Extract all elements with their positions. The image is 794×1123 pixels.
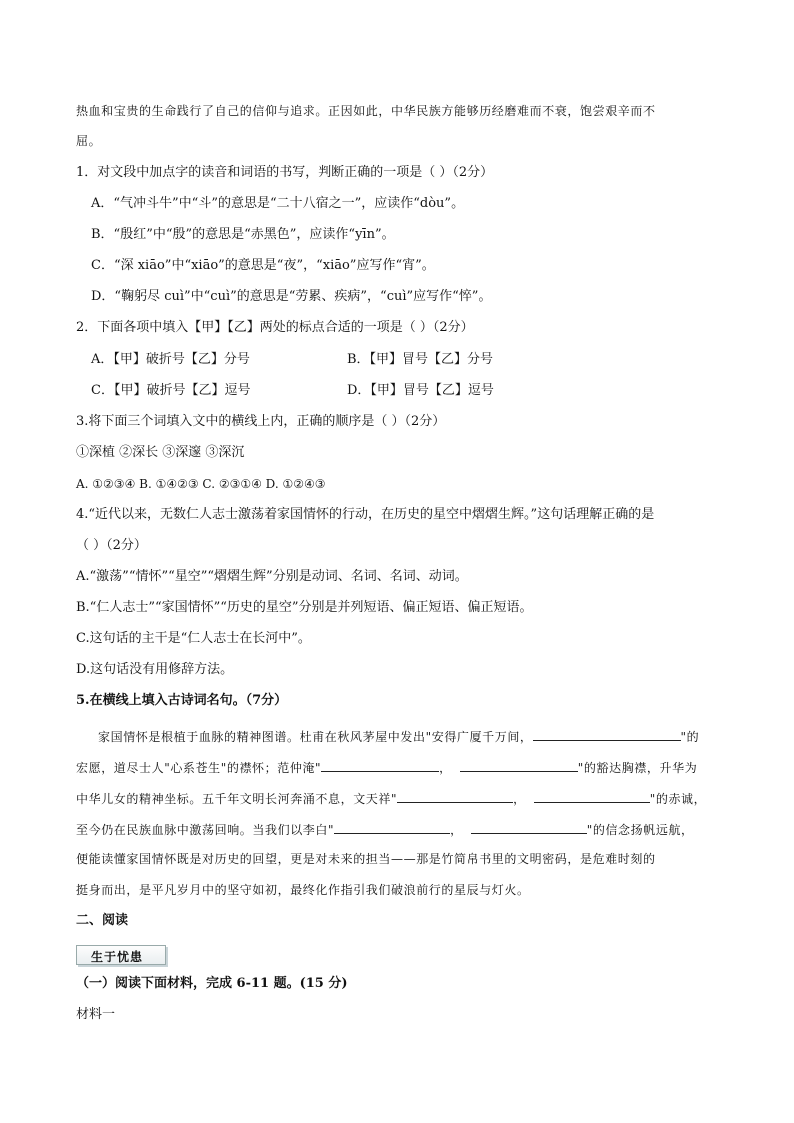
poem-text: ， xyxy=(513,792,526,806)
question-3: 3.将下面三个词填入文中的横线上内，正确的顺序是（ ）（2分） xyxy=(76,414,446,429)
answer-blank[interactable] xyxy=(397,789,513,803)
option-2a: A．【甲】破折号【乙】分号 xyxy=(91,352,250,367)
question-4: 4.“近代以来，无数仁人志士激荡着家国情怀的行动，在历史的星空中熠熠生辉。”这句话理解正确的是 xyxy=(76,507,655,522)
question-2: 2．下面各项中填入【甲】【乙】两处的标点合适的一项是（ ）（2分） xyxy=(76,320,474,335)
poem-text: 宏愿，道尽士人"心系苍生"的襟怀；范仲淹" xyxy=(76,761,322,775)
poem-text: ， xyxy=(439,761,452,775)
option-2d: D．【甲】冒号【乙】逗号 xyxy=(347,383,494,398)
option-4c: C.这句话的主干是“仁人志士在长河中”。 xyxy=(76,631,311,646)
question-3-words: ①深植 ②深长 ③深邃 ③深沉 xyxy=(76,445,245,460)
section-heading: 二、阅读 xyxy=(76,913,129,928)
poem-paragraph-line xyxy=(98,727,699,745)
section-tag-box xyxy=(76,945,166,965)
poem-paragraph-line xyxy=(76,820,694,838)
question-1: 1．对文段中加点字的读音和词语的书写，判断正确的一项是（ ）（2分） xyxy=(76,165,494,180)
option-4a: A.“激荡”“情怀”“星空”“熠熠生辉”分别是动词、名词、名词、动词。 xyxy=(76,569,468,584)
answer-blank[interactable] xyxy=(471,820,587,834)
poem-text: 中华儿女的精神坐标。五千年文明长河奔涌不息，文天祥" xyxy=(76,792,398,806)
answer-blank[interactable] xyxy=(460,758,578,772)
answer-blank[interactable] xyxy=(534,789,650,803)
option-1a: A．“气冲斗牛”中“斗”的意思是“二十八宿之一”，应读作“dòu”。 xyxy=(91,196,465,211)
answer-blank[interactable] xyxy=(334,820,450,834)
poem-text: "的赤诚， xyxy=(649,792,707,806)
option-4d: D.这句话没有用修辞方法。 xyxy=(76,662,234,677)
poem-paragraph-line: 挺身而出，是平凡岁月中的坚守如初，最终化作指引我们破浪前行的星辰与灯火。 xyxy=(76,883,530,897)
poem-paragraph-line xyxy=(76,789,706,807)
poem-paragraph-line: 便能读懂家国情怀既是对历史的回望，更是对未来的担当——那是竹简帛书里的文明密码，是危难时刻的 xyxy=(76,852,656,866)
option-2b: B．【甲】冒号【乙】分号 xyxy=(347,352,494,367)
option-1d: D．“鞠躬尽 cuì”中“cuì”的意思是“劳累、疾病”，“cuì”应写作“悴”。 xyxy=(91,289,492,304)
passage-line: 屈。 xyxy=(76,134,102,148)
reading-instruction: （一）阅读下面材料，完成 6-11 题。(15 分) xyxy=(76,976,348,991)
option-2c: C．【甲】破折号【乙】逗号 xyxy=(91,383,251,398)
poem-paragraph-line xyxy=(76,758,697,776)
poem-text: 至今仍在民族血脉中激荡回响。当我们以李白" xyxy=(76,823,335,837)
section-tag-label: 生于忧患 xyxy=(91,950,144,964)
poem-text: "的信念扬帆远航， xyxy=(586,823,694,837)
answer-blank[interactable] xyxy=(321,758,439,772)
question-4-paren: （ ）（2分） xyxy=(76,538,147,553)
question-3-options: A. ①②③④ B. ①④②③ C. ②③①④ D. ①②④③ xyxy=(76,477,326,491)
poem-text: ， xyxy=(450,823,463,837)
poem-text: 家国情怀是根植于血脉的精神图谱。杜甫在秋风茅屋中发出"安得广厦千万间， xyxy=(98,730,533,744)
answer-blank[interactable] xyxy=(533,727,681,741)
option-1c: C．“深 xiāo”中“xiāo”的意思是“夜”，“xiāo”应写作“宵”。 xyxy=(91,258,435,273)
poem-text: "的 xyxy=(680,730,700,744)
option-1b: B．“殷红”中“殷”的意思是“赤黑色”，应读作“yīn”。 xyxy=(91,227,395,242)
poem-text: "的豁达胸襟，升华为 xyxy=(577,761,698,775)
option-4b: B.“仁人志士”“家国情怀”“历史的星空”分别是并列短语、偏正短语、偏正短语。 xyxy=(76,600,533,615)
material-label: 材料一 xyxy=(76,1007,116,1022)
passage-line: 热血和宝贵的生命践行了自己的信仰与追求。正因如此，中华民族方能够历经磨难而不衰，饱尝艰辛而不 xyxy=(76,104,656,118)
question-5: 5.在横线上填入古诗词名句。（7分） xyxy=(76,693,288,708)
